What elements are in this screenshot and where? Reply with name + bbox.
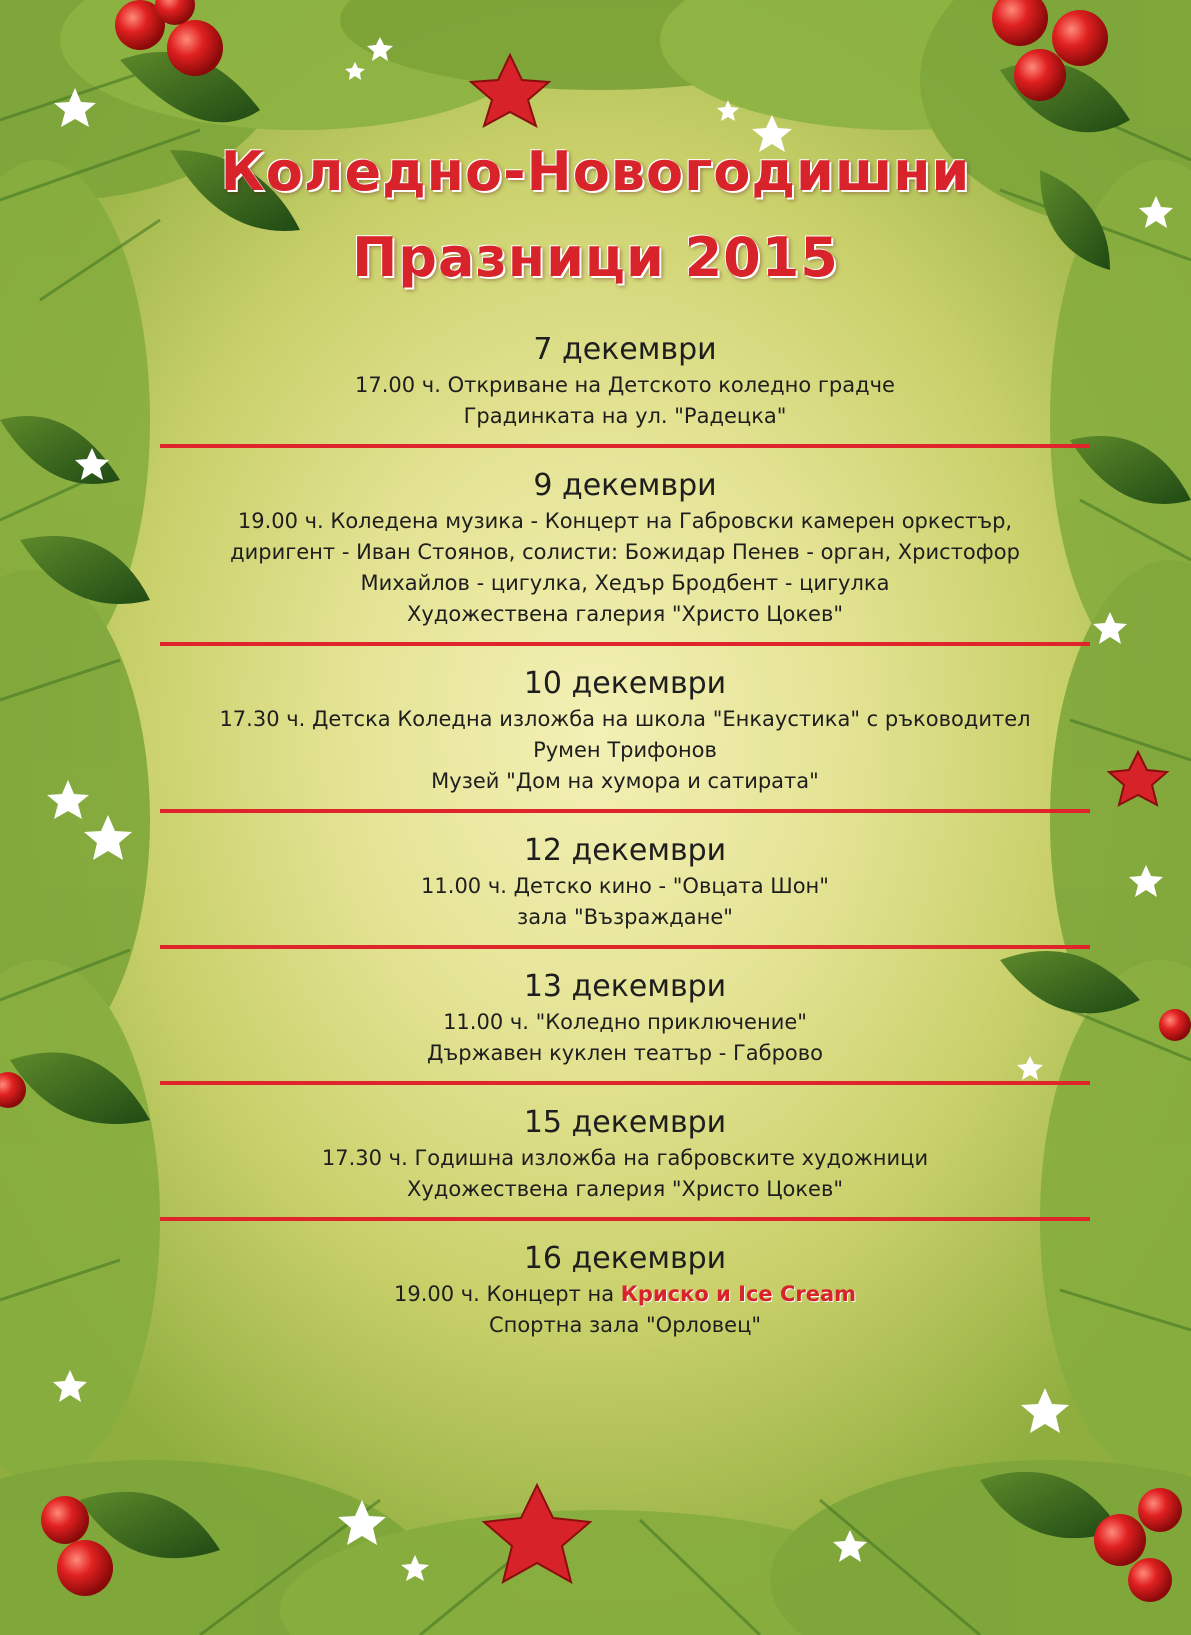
- event-item: [160, 466, 1090, 630]
- event-line: [160, 1279, 1090, 1310]
- event-item: [160, 1103, 1090, 1205]
- event-line: Румен Трифонов: [533, 738, 717, 762]
- event-line: 17.00 ч. Откриване на Детското коледно градче: [355, 373, 895, 397]
- event-location: Спортна зала "Орловец": [488, 1313, 762, 1337]
- event-date: 15 декември: [523, 1105, 727, 1140]
- event-line: 11.00 ч. Детско кино - "Овцата Шон": [421, 874, 829, 898]
- poster-title-line1: Коледно-Новогодишни: [220, 140, 971, 203]
- red-divider: [160, 809, 1090, 813]
- event-line: 19.00 ч. Коледена музика - Концерт на Габровски камерен оркестър,: [237, 509, 1013, 533]
- event-line: 17.30 ч. Детска Коледна изложба на школа "Енкаустика" с ръководител: [219, 707, 1031, 731]
- event-date: 7 декември: [533, 332, 717, 367]
- event-date: 13 декември: [523, 969, 727, 1004]
- event-date: 12 декември: [523, 833, 727, 868]
- event-line: 11.00 ч. "Коледно приключение": [443, 1010, 807, 1034]
- event-location: зала "Възраждане": [517, 905, 733, 929]
- poster-title-line2: Празници 2015: [352, 226, 839, 289]
- event-date: 16 декември: [523, 1241, 727, 1276]
- red-divider: [160, 642, 1090, 646]
- event-item: [160, 664, 1090, 797]
- event-line-prefix: 19.00 ч. Концерт на: [393, 1282, 621, 1306]
- red-divider: [160, 1081, 1090, 1085]
- red-divider: [160, 1217, 1090, 1221]
- event-location: Държавен куклен театър - Габрово: [427, 1041, 823, 1065]
- event-location: Художествена галерия "Христо Цокев": [406, 602, 844, 626]
- event-item: [160, 967, 1090, 1069]
- event-location: Художествена галерия "Христо Цокев": [406, 1177, 844, 1201]
- event-item: [160, 831, 1090, 933]
- event-line: диригент - Иван Стоянов, солисти: Божидар Пенев - орган, Христофор: [230, 540, 1020, 564]
- event-location: Музей "Дом на хумора и сатирата": [431, 769, 819, 793]
- red-divider: [160, 444, 1090, 448]
- event-date: 9 декември: [533, 468, 717, 503]
- events-list: [160, 330, 1090, 1341]
- event-location: Градинката на ул. "Радецка": [463, 404, 787, 428]
- event-item: [160, 1239, 1090, 1341]
- red-divider: [160, 945, 1090, 949]
- performer-highlight: Криско и Ice Cream: [620, 1282, 857, 1306]
- event-line: Михайлов - цигулка, Хедър Бродбент - цигулка: [360, 571, 890, 595]
- event-line: 17.30 ч. Годишна изложба на габровските художници: [321, 1146, 929, 1170]
- event-date: 10 декември: [523, 666, 727, 701]
- event-item: [160, 330, 1090, 432]
